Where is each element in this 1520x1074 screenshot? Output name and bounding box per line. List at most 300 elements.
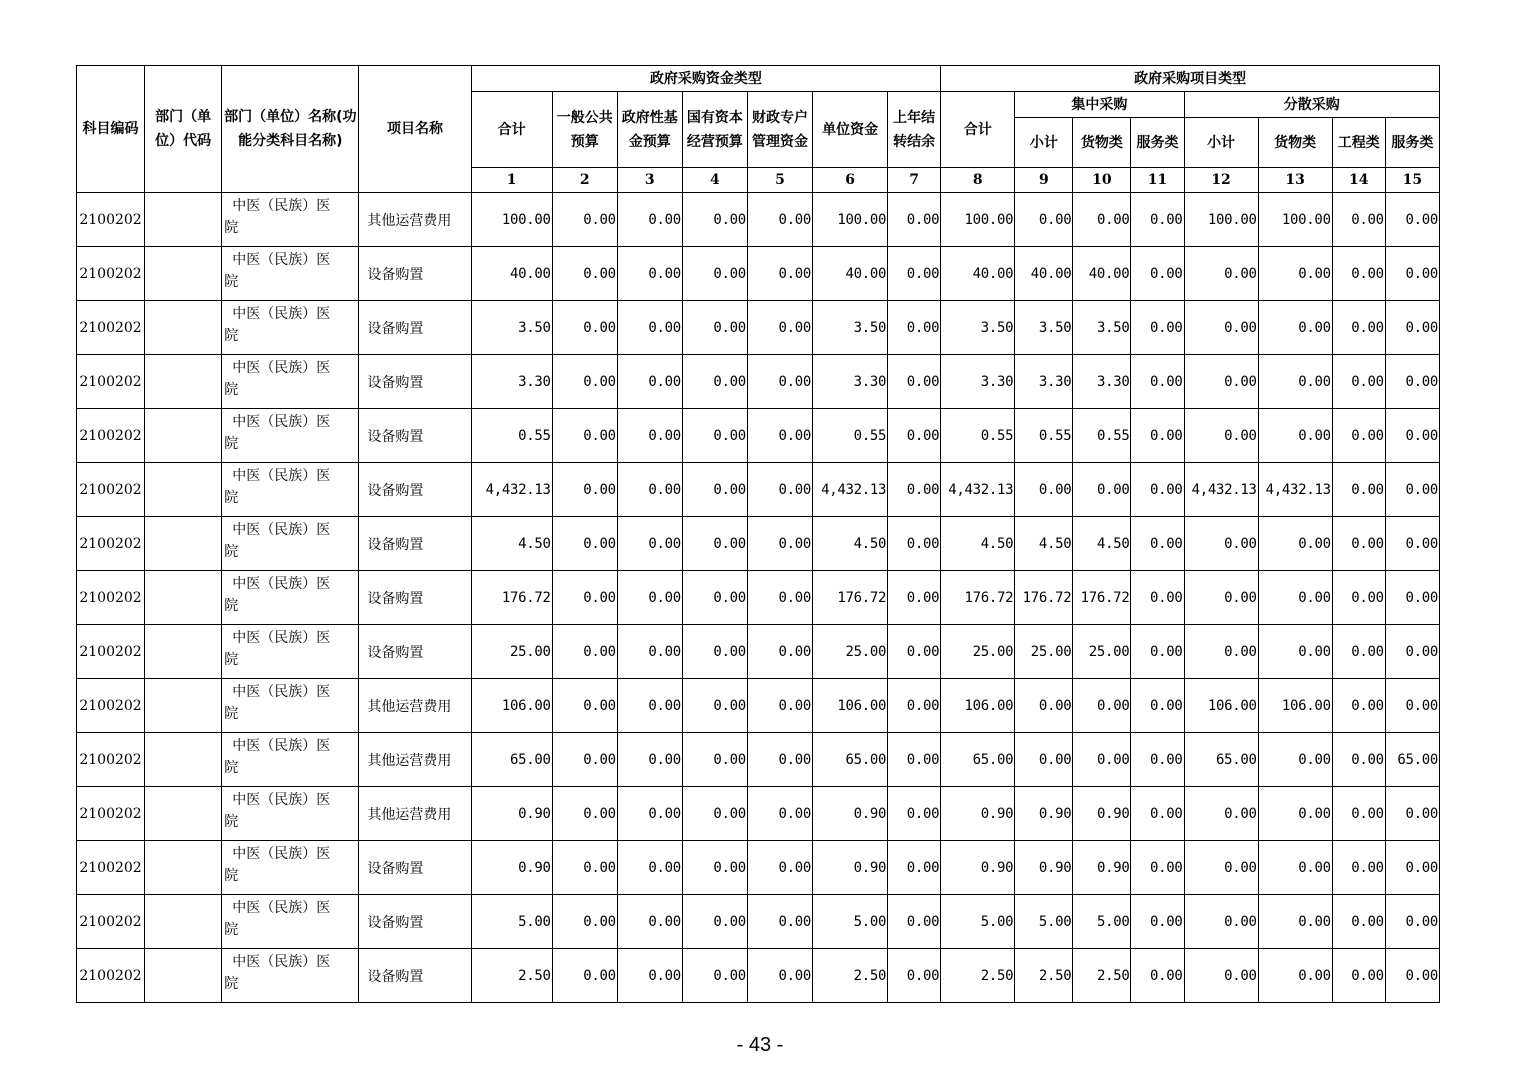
dept-name-line2: 院 — [224, 382, 239, 398]
amount-cell: 0.00 — [617, 193, 682, 247]
amount-cell: 0.00 — [1073, 193, 1131, 247]
amount-cell: 0.00 — [747, 301, 812, 355]
project-name-cell: 设备购置 — [359, 355, 471, 409]
subject-code-cell: 2100202 — [77, 193, 145, 247]
amount-cell: 0.00 — [1332, 409, 1385, 463]
column-number: 5 — [747, 168, 812, 193]
amount-cell: 65.00 — [1385, 733, 1439, 787]
amount-cell: 0.00 — [682, 733, 747, 787]
project-name-cell: 设备购置 — [359, 409, 471, 463]
dept-name-line1: 中医（民族）医 — [232, 252, 331, 268]
amount-cell: 0.90 — [1073, 787, 1131, 841]
amount-cell: 0.00 — [682, 463, 747, 517]
amount-cell: 0.00 — [1385, 949, 1439, 1003]
amount-cell: 5.00 — [1073, 895, 1131, 949]
amount-cell: 0.00 — [1073, 733, 1131, 787]
dept-name-line2: 院 — [224, 274, 239, 290]
subject-code-cell: 2100202 — [77, 301, 145, 355]
project-name-cell: 其他运营费用 — [359, 679, 471, 733]
table-row — [77, 733, 1440, 787]
amount-cell: 100.00 — [1184, 193, 1258, 247]
amount-cell: 0.00 — [1258, 733, 1332, 787]
dept-name-cell — [222, 247, 359, 301]
header-fund-carryover: 上年结转结余 — [888, 92, 941, 168]
dept-name-cell — [222, 679, 359, 733]
amount-cell: 0.55 — [813, 409, 888, 463]
amount-cell: 0.00 — [747, 355, 812, 409]
amount-cell: 0.00 — [552, 247, 617, 301]
amount-cell: 0.90 — [1073, 841, 1131, 895]
amount-cell: 3.50 — [941, 301, 1015, 355]
amount-cell: 0.00 — [617, 571, 682, 625]
amount-cell: 0.00 — [617, 463, 682, 517]
table-row — [77, 787, 1440, 841]
amount-cell: 0.00 — [682, 841, 747, 895]
column-number: 12 — [1184, 168, 1258, 193]
amount-cell: 0.55 — [1073, 409, 1131, 463]
dept-name-line1: 中医（民族）医 — [232, 684, 331, 700]
amount-cell: 0.00 — [682, 895, 747, 949]
amount-cell: 176.72 — [941, 571, 1015, 625]
amount-cell: 0.00 — [747, 517, 812, 571]
amount-cell: 0.00 — [1184, 949, 1258, 1003]
amount-cell: 0.55 — [941, 409, 1015, 463]
amount-cell: 0.00 — [1131, 463, 1184, 517]
amount-cell: 0.00 — [747, 895, 812, 949]
amount-cell: 0.00 — [552, 949, 617, 1003]
project-name-cell: 其他运营费用 — [359, 733, 471, 787]
amount-cell: 0.00 — [747, 787, 812, 841]
project-name-cell: 设备购置 — [359, 949, 471, 1003]
dept-name-line1: 中医（民族）医 — [232, 954, 331, 970]
amount-cell: 100.00 — [1258, 193, 1332, 247]
amount-cell: 4.50 — [941, 517, 1015, 571]
amount-cell: 0.00 — [1332, 679, 1385, 733]
header-fund-group: 政府采购资金类型 — [471, 66, 941, 92]
amount-cell: 0.00 — [888, 193, 941, 247]
amount-cell: 0.00 — [682, 679, 747, 733]
dept-code-cell — [145, 841, 222, 895]
amount-cell: 2.50 — [471, 949, 552, 1003]
dept-name-line1: 中医（民族）医 — [232, 198, 331, 214]
dept-name-line2: 院 — [224, 922, 239, 938]
amount-cell: 106.00 — [1184, 679, 1258, 733]
amount-cell: 0.00 — [552, 895, 617, 949]
amount-cell: 0.00 — [1015, 733, 1073, 787]
amount-cell: 0.00 — [617, 895, 682, 949]
amount-cell: 0.00 — [682, 787, 747, 841]
dept-name-cell — [222, 409, 359, 463]
table-row — [77, 247, 1440, 301]
table-row — [77, 841, 1440, 895]
amount-cell: 5.00 — [471, 895, 552, 949]
amount-cell: 176.72 — [813, 571, 888, 625]
dept-name-line2: 院 — [224, 976, 239, 992]
amount-cell: 3.30 — [1015, 355, 1073, 409]
subject-code-cell: 2100202 — [77, 247, 145, 301]
column-number: 13 — [1258, 168, 1332, 193]
subject-code-cell: 2100202 — [77, 463, 145, 517]
amount-cell: 0.00 — [1385, 463, 1439, 517]
column-number: 1 — [471, 168, 552, 193]
amount-cell: 100.00 — [941, 193, 1015, 247]
amount-cell: 0.00 — [1184, 409, 1258, 463]
amount-cell: 0.00 — [1258, 301, 1332, 355]
header-item-total: 合计 — [941, 92, 1015, 168]
amount-cell: 3.30 — [941, 355, 1015, 409]
amount-cell: 0.00 — [888, 895, 941, 949]
amount-cell: 0.00 — [1131, 733, 1184, 787]
amount-cell: 4.50 — [1073, 517, 1131, 571]
table-row — [77, 517, 1440, 571]
project-name-cell: 设备购置 — [359, 841, 471, 895]
amount-cell: 0.00 — [552, 571, 617, 625]
amount-cell: 4,432.13 — [941, 463, 1015, 517]
dept-name-cell — [222, 463, 359, 517]
amount-cell: 0.00 — [682, 949, 747, 1003]
table-row — [77, 193, 1440, 247]
dept-name-cell — [222, 625, 359, 679]
dept-code-cell — [145, 571, 222, 625]
amount-cell: 3.30 — [471, 355, 552, 409]
amount-cell: 3.50 — [1015, 301, 1073, 355]
dept-name-line1: 中医（民族）医 — [232, 630, 331, 646]
amount-cell: 0.00 — [1332, 193, 1385, 247]
amount-cell: 106.00 — [813, 679, 888, 733]
amount-cell: 0.00 — [1131, 679, 1184, 733]
amount-cell: 0.00 — [1184, 355, 1258, 409]
dept-code-cell — [145, 733, 222, 787]
amount-cell: 25.00 — [1015, 625, 1073, 679]
amount-cell: 0.00 — [1184, 517, 1258, 571]
amount-cell: 5.00 — [813, 895, 888, 949]
project-name-cell: 设备购置 — [359, 247, 471, 301]
column-number: 10 — [1073, 168, 1131, 193]
amount-cell: 0.00 — [1015, 463, 1073, 517]
amount-cell: 0.00 — [1258, 409, 1332, 463]
dept-code-cell — [145, 247, 222, 301]
dept-code-cell — [145, 517, 222, 571]
header-dispersed-group: 分散采购 — [1184, 92, 1439, 118]
amount-cell: 0.00 — [1332, 733, 1385, 787]
amount-cell: 0.00 — [888, 247, 941, 301]
amount-cell: 65.00 — [941, 733, 1015, 787]
amount-cell: 0.00 — [888, 679, 941, 733]
dept-name-cell — [222, 301, 359, 355]
amount-cell: 0.00 — [1184, 625, 1258, 679]
procurement-table-wrapper — [76, 65, 1440, 1003]
amount-cell: 0.00 — [552, 301, 617, 355]
amount-cell: 0.00 — [747, 679, 812, 733]
amount-cell: 0.90 — [1015, 841, 1073, 895]
amount-cell: 4.50 — [471, 517, 552, 571]
amount-cell: 0.00 — [617, 625, 682, 679]
dept-name-cell — [222, 841, 359, 895]
dept-name-line1: 中医（民族）医 — [232, 468, 331, 484]
dept-name-line1: 中医（民族）医 — [232, 738, 331, 754]
amount-cell: 0.00 — [747, 409, 812, 463]
amount-cell: 0.00 — [1131, 895, 1184, 949]
amount-cell: 0.00 — [617, 949, 682, 1003]
subject-code-cell: 2100202 — [77, 949, 145, 1003]
amount-cell: 0.00 — [1258, 841, 1332, 895]
dept-name-cell — [222, 355, 359, 409]
amount-cell: 0.00 — [617, 679, 682, 733]
amount-cell: 0.00 — [617, 247, 682, 301]
amount-cell: 0.00 — [552, 625, 617, 679]
amount-cell: 0.00 — [1184, 841, 1258, 895]
amount-cell: 0.00 — [1385, 409, 1439, 463]
dept-code-cell — [145, 301, 222, 355]
dept-code-cell — [145, 193, 222, 247]
amount-cell: 0.00 — [1385, 787, 1439, 841]
amount-cell: 3.30 — [1073, 355, 1131, 409]
column-number: 4 — [682, 168, 747, 193]
amount-cell: 0.00 — [1073, 463, 1131, 517]
header-central-subtotal: 小计 — [1015, 118, 1073, 168]
project-name-cell: 其他运营费用 — [359, 193, 471, 247]
amount-cell: 3.30 — [813, 355, 888, 409]
amount-cell: 5.00 — [1015, 895, 1073, 949]
amount-cell: 0.00 — [747, 463, 812, 517]
dept-name-line1: 中医（民族）医 — [232, 414, 331, 430]
header-dept-name: 部门（单位）名称(功能分类科目名称) — [222, 66, 359, 193]
header-fund-govfund: 政府性基金预算 — [617, 92, 682, 168]
amount-cell: 100.00 — [471, 193, 552, 247]
dept-code-cell — [145, 355, 222, 409]
header-dispersed-services: 服务类 — [1385, 118, 1439, 168]
dept-code-cell — [145, 625, 222, 679]
header-central-goods: 货物类 — [1073, 118, 1131, 168]
column-number: 2 — [552, 168, 617, 193]
amount-cell: 0.00 — [1184, 571, 1258, 625]
amount-cell: 3.50 — [471, 301, 552, 355]
table-row — [77, 625, 1440, 679]
amount-cell: 0.00 — [1385, 247, 1439, 301]
amount-cell: 0.00 — [1332, 895, 1385, 949]
dept-name-line2: 院 — [224, 706, 239, 722]
amount-cell: 0.00 — [888, 409, 941, 463]
dept-code-cell — [145, 463, 222, 517]
amount-cell: 25.00 — [941, 625, 1015, 679]
amount-cell: 65.00 — [1184, 733, 1258, 787]
column-number: 15 — [1385, 168, 1439, 193]
column-number: 8 — [941, 168, 1015, 193]
amount-cell: 0.00 — [552, 193, 617, 247]
amount-cell: 0.00 — [617, 409, 682, 463]
amount-cell: 4,432.13 — [813, 463, 888, 517]
amount-cell: 0.00 — [1131, 355, 1184, 409]
amount-cell: 0.55 — [1015, 409, 1073, 463]
dept-name-line1: 中医（民族）医 — [232, 576, 331, 592]
amount-cell: 40.00 — [471, 247, 552, 301]
amount-cell: 5.00 — [941, 895, 1015, 949]
page-number: - 43 - — [736, 1034, 784, 1056]
subject-code-cell: 2100202 — [77, 787, 145, 841]
header-fund-statecapital: 国有资本经营预算 — [682, 92, 747, 168]
dept-name-cell — [222, 949, 359, 1003]
dept-name-cell — [222, 517, 359, 571]
amount-cell: 0.00 — [888, 463, 941, 517]
dept-name-line1: 中医（民族）医 — [232, 846, 331, 862]
amount-cell: 65.00 — [813, 733, 888, 787]
amount-cell: 0.00 — [552, 733, 617, 787]
amount-cell: 0.00 — [888, 301, 941, 355]
column-number: 7 — [888, 168, 941, 193]
amount-cell: 0.00 — [747, 571, 812, 625]
amount-cell: 106.00 — [1258, 679, 1332, 733]
dept-name-line1: 中医（民族）医 — [232, 792, 331, 808]
amount-cell: 0.90 — [941, 841, 1015, 895]
header-fund-unit: 单位资金 — [813, 92, 888, 168]
amount-cell: 0.00 — [747, 193, 812, 247]
column-number: 9 — [1015, 168, 1073, 193]
amount-cell: 176.72 — [1015, 571, 1073, 625]
dept-name-line1: 中医（民族）医 — [232, 360, 331, 376]
dept-name-line2: 院 — [224, 868, 239, 884]
amount-cell: 0.90 — [813, 841, 888, 895]
amount-cell: 0.55 — [471, 409, 552, 463]
dept-name-line2: 院 — [224, 814, 239, 830]
amount-cell: 0.00 — [1131, 517, 1184, 571]
dept-name-line2: 院 — [224, 544, 239, 560]
amount-cell: 40.00 — [1015, 247, 1073, 301]
subject-code-cell: 2100202 — [77, 517, 145, 571]
header-fund-special: 财政专户管理资金 — [747, 92, 812, 168]
amount-cell: 0.00 — [888, 733, 941, 787]
amount-cell: 0.00 — [682, 193, 747, 247]
amount-cell: 0.00 — [617, 841, 682, 895]
amount-cell: 0.90 — [1015, 787, 1073, 841]
subject-code-cell: 2100202 — [77, 571, 145, 625]
amount-cell: 25.00 — [813, 625, 888, 679]
dept-code-cell — [145, 787, 222, 841]
header-item-group: 政府采购项目类型 — [941, 66, 1440, 92]
amount-cell: 0.00 — [1258, 571, 1332, 625]
dept-code-cell — [145, 679, 222, 733]
project-name-cell: 设备购置 — [359, 301, 471, 355]
header-dept-code: 部门（单位）代码 — [145, 66, 222, 193]
table-row — [77, 949, 1440, 1003]
amount-cell: 0.00 — [1131, 193, 1184, 247]
amount-cell: 0.00 — [1131, 787, 1184, 841]
header-central-group: 集中采购 — [1015, 92, 1184, 118]
amount-cell: 0.00 — [1131, 571, 1184, 625]
amount-cell: 0.00 — [747, 247, 812, 301]
column-number: 6 — [813, 168, 888, 193]
amount-cell: 0.00 — [1332, 463, 1385, 517]
amount-cell: 0.00 — [1385, 895, 1439, 949]
amount-cell: 0.00 — [1073, 679, 1131, 733]
amount-cell: 3.50 — [813, 301, 888, 355]
column-number: 14 — [1332, 168, 1385, 193]
amount-cell: 0.00 — [552, 355, 617, 409]
amount-cell: 0.00 — [1332, 949, 1385, 1003]
amount-cell: 2.50 — [1073, 949, 1131, 1003]
amount-cell: 0.00 — [682, 571, 747, 625]
header-project: 项目名称 — [359, 66, 471, 193]
amount-cell: 0.00 — [1332, 787, 1385, 841]
project-name-cell: 设备购置 — [359, 895, 471, 949]
amount-cell: 0.00 — [888, 949, 941, 1003]
amount-cell: 0.00 — [747, 949, 812, 1003]
amount-cell: 0.00 — [888, 841, 941, 895]
dept-code-cell — [145, 895, 222, 949]
amount-cell: 0.00 — [617, 301, 682, 355]
amount-cell: 0.00 — [747, 733, 812, 787]
dept-name-cell — [222, 733, 359, 787]
amount-cell: 0.00 — [682, 247, 747, 301]
header-fund-general: 一般公共预算 — [552, 92, 617, 168]
dept-name-line2: 院 — [224, 598, 239, 614]
amount-cell: 0.00 — [1332, 301, 1385, 355]
subject-code-cell: 2100202 — [77, 679, 145, 733]
amount-cell: 176.72 — [471, 571, 552, 625]
amount-cell: 0.00 — [552, 463, 617, 517]
table-row — [77, 571, 1440, 625]
amount-cell: 0.00 — [1015, 679, 1073, 733]
amount-cell: 0.00 — [552, 841, 617, 895]
amount-cell: 176.72 — [1073, 571, 1131, 625]
amount-cell: 100.00 — [813, 193, 888, 247]
amount-cell: 0.00 — [1258, 517, 1332, 571]
amount-cell: 0.00 — [888, 517, 941, 571]
amount-cell: 0.00 — [1258, 787, 1332, 841]
table-row — [77, 301, 1440, 355]
dept-code-cell — [145, 409, 222, 463]
amount-cell: 0.00 — [1184, 895, 1258, 949]
amount-cell: 0.00 — [682, 355, 747, 409]
amount-cell: 0.00 — [1332, 247, 1385, 301]
amount-cell: 0.00 — [747, 625, 812, 679]
amount-cell: 0.00 — [888, 355, 941, 409]
amount-cell: 0.00 — [1131, 247, 1184, 301]
amount-cell: 0.90 — [941, 787, 1015, 841]
table-row — [77, 679, 1440, 733]
amount-cell: 0.90 — [471, 787, 552, 841]
amount-cell: 0.00 — [1131, 625, 1184, 679]
amount-cell: 2.50 — [813, 949, 888, 1003]
amount-cell: 0.00 — [617, 733, 682, 787]
amount-cell: 4.50 — [813, 517, 888, 571]
dept-name-cell — [222, 787, 359, 841]
amount-cell: 0.00 — [1385, 625, 1439, 679]
amount-cell: 0.00 — [1258, 895, 1332, 949]
amount-cell: 0.00 — [682, 301, 747, 355]
header-dispersed-works: 工程类 — [1332, 118, 1385, 168]
amount-cell: 2.50 — [941, 949, 1015, 1003]
amount-cell: 0.00 — [1385, 517, 1439, 571]
amount-cell: 3.50 — [1073, 301, 1131, 355]
amount-cell: 40.00 — [1073, 247, 1131, 301]
amount-cell: 25.00 — [471, 625, 552, 679]
amount-cell: 4.50 — [1015, 517, 1073, 571]
dept-code-cell — [145, 949, 222, 1003]
amount-cell: 0.90 — [813, 787, 888, 841]
header-code: 科目编码 — [77, 66, 145, 193]
amount-cell: 0.00 — [617, 355, 682, 409]
amount-cell: 25.00 — [1073, 625, 1131, 679]
subject-code-cell: 2100202 — [77, 895, 145, 949]
dept-name-line1: 中医（民族）医 — [232, 306, 331, 322]
amount-cell: 0.00 — [1131, 949, 1184, 1003]
amount-cell: 0.00 — [1258, 355, 1332, 409]
dept-name-line1: 中医（民族）医 — [232, 522, 331, 538]
amount-cell: 0.00 — [1184, 787, 1258, 841]
amount-cell: 0.00 — [1385, 355, 1439, 409]
amount-cell: 40.00 — [813, 247, 888, 301]
project-name-cell: 设备购置 — [359, 463, 471, 517]
